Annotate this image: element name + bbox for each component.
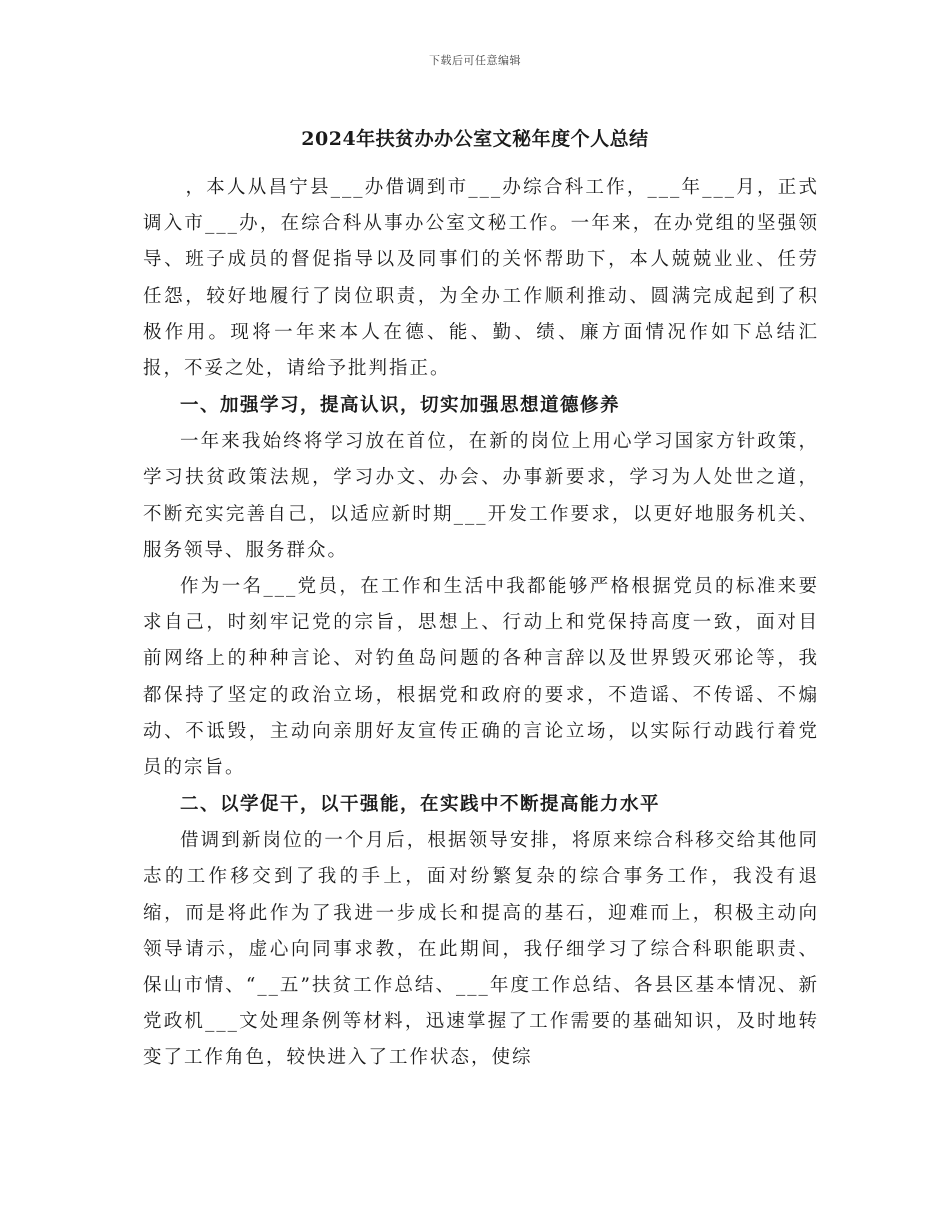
document-body xyxy=(143,170,819,1077)
intro-paragraph: ，本人从昌宁县___办借调到市___办综合科工作，___年___月，正式调入市___办，在综合科从事办公室文秘工作。一年来，在办党组的坚强领导、班子成员的督促指导以及同事们的关怀帮助下，本人兢兢业业、任劳任怨，较好地履行了岗位职责，为全办工作顺利推动、圆满完成起到了积极作用。现将一年来本人在德、能、勤、绩、廉方面情况作如下总结汇报，不妥之处，请给予批判指正。 xyxy=(143,177,819,380)
section-heading-1: 一、加强学习，提高认识，切实加强思想道德修养 xyxy=(180,395,621,417)
paragraph-study: 一年来我始终将学习放在首位，在新的岗位上用心学习国家方针政策，学习扶贫政策法规，学习办文、办会、办事新要求，学习为人处世之道，不断充实完善自己，以适应新时期___开发工作要求，以更好地服务机关、服务领导、服务群众。 xyxy=(143,431,819,561)
section-heading-2: 二、以学促干，以干强能，在实践中不断提高能力水平 xyxy=(180,794,661,816)
header-note: 下载后可任意编辑 xyxy=(429,54,521,67)
document-title: 2024年扶贫办办公室文秘年度个人总结 xyxy=(301,128,649,150)
paragraph-party-member: 作为一名___党员，在工作和生活中我都能够严格根据党员的标准来要求自己，时刻牢记党的宗旨，思想上、行动上和党保持高度一致，面对目前网络上的种种言论、对钓鱼岛问题的各种言辞以及世界毁灭邪论等，我都保持了坚定的政治立场，根据党和政府的要求，不造谣、不传谣、不煽动、不诋毁，主动向亲朋好友宣传正确的言论立场，以实际行动践行着党员的宗旨。 xyxy=(143,576,819,779)
paragraph-practice: 借调到新岗位的一个月后，根据领导安排，将原来综合科移交给其他同志的工作移交到了我的手上，面对纷繁复杂的综合事务工作，我没有退缩，而是将此作为了我进一步成长和提高的基石，迎难而上，积极主动向领导请示，虚心向同事求教，在此期间，我仔细学习了综合科职能职责、保山市情、“__五”扶贫工作总结、___年度工作总结、各县区基本情况、新党政机___文处理条例等材料，迅速掌握了工作需要的基础知识，及时地转变了工作角色，较快进入了工作状态，使综 xyxy=(143,830,819,1069)
